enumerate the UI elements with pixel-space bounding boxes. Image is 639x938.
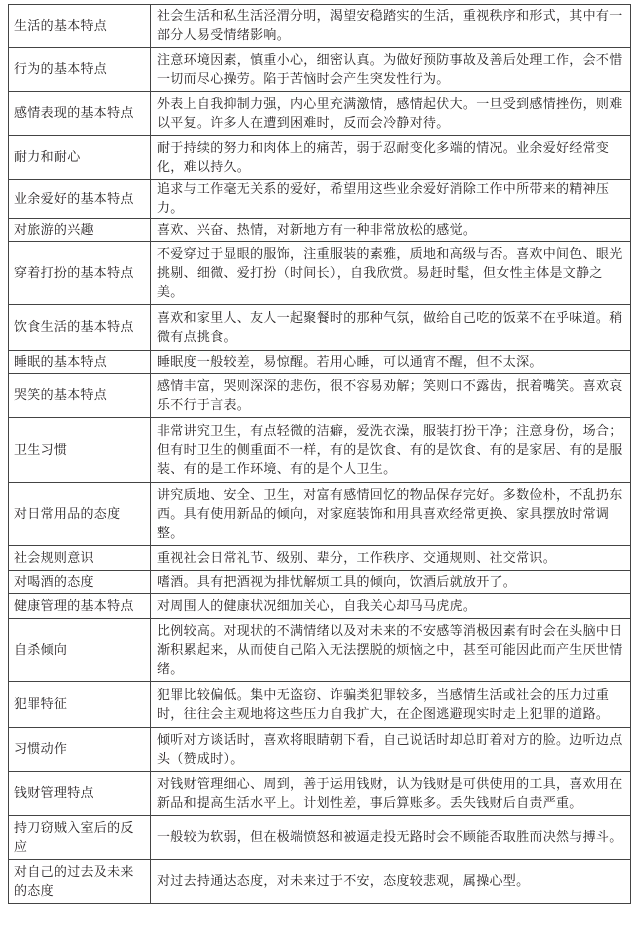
row-label: 行为的基本特点 [9,48,151,92]
row-label: 睡眠的基本特点 [9,351,151,374]
row-value: 喜欢、兴奋、热情，对新地方有一种非常放松的感觉。 [151,219,631,242]
row-label: 持刀窃贼入室后的反应 [9,816,151,860]
row-value: 对周围人的健康状况细加关心，自我关心却马马虎虎。 [151,594,631,619]
table-row [9,816,631,860]
row-value: 睡眠度一般较差，易惊醒。若用心睡，可以通宵不醒，但不太深。 [151,351,631,374]
row-label: 自杀倾向 [9,619,151,682]
row-label: 习惯动作 [9,728,151,772]
table-row [9,374,631,418]
row-value: 耐于持续的努力和肉体上的痛苦，弱于忍耐变化多端的情况。业余爱好经常变化，难以持久。 [151,136,631,180]
row-value: 倾听对方谈话时，喜欢将眼睛朝下看，自己说话时却总盯着对方的脸。边听边点头（赞成时）。 [151,728,631,772]
row-value: 不爱穿过于显眼的服饰，注重服装的素雅，质地和高级与否。喜欢中间色、眼光挑剔、细微、爱打扮（时间长），自我欣赏。易赶时髦，但女性主体是文静之美。 [151,242,631,305]
row-label: 卫生习惯 [9,418,151,483]
table-row [9,860,631,904]
row-value: 喜欢和家里人、友人一起聚餐时的那种气氛，做给自己吃的饭菜不在乎味道。稍微有点挑食。 [151,305,631,351]
row-value: 犯罪比较偏低。集中无盗窃、诈骗类犯罪较多，当感情生活或社会的压力过重时，往往会主观地将这些压力自我扩大，在企图逃避现实时走上犯罪的道路。 [151,682,631,728]
row-label: 饮食生活的基本特点 [9,305,151,351]
row-label: 感情表现的基本特点 [9,92,151,136]
row-label: 生活的基本特点 [9,5,151,48]
row-value: 对过去持通达态度，对未来过于不安，态度较悲观，属操心型。 [151,860,631,904]
row-label: 对自己的过去及未来的态度 [9,860,151,904]
row-value: 比例较高。对现状的不满情绪以及对未来的不安感等消极因素有时会在头脑中日渐积累起来，从而使自己陷入无法摆脱的烦恼之中，甚至可能因此而产生厌世情绪。 [151,619,631,682]
row-value: 嗜酒。具有把酒视为排忧解烦工具的倾向，饮酒后就放开了。 [151,571,631,594]
row-value: 讲究质地、安全、卫生，对富有感情回忆的物品保存完好。多数俭朴，不乱扔东西。具有使用新品的倾向，对家庭装饰和用具喜欢经常更换、家具摆放时常调整。 [151,483,631,546]
table-row [9,546,631,571]
row-value: 外表上自我抑制力强，内心里充满激情，感情起伏大。一旦受到感情挫伤，则难以平复。许多人在遭到困难时，反而会冷静对待。 [151,92,631,136]
table-row [9,728,631,772]
table-row [9,483,631,546]
row-value: 感情丰富，哭则深深的悲伤，很不容易劝解；笑则口不露齿，抿着嘴笑。喜欢哀乐不行于言表。 [151,374,631,418]
personality-traits-table [8,4,631,904]
row-label: 钱财管理特点 [9,772,151,816]
table-row [9,48,631,92]
row-label: 业余爱好的基本特点 [9,180,151,219]
table-row [9,418,631,483]
table-row [9,619,631,682]
table-row [9,682,631,728]
row-value: 注意环境因素，慎重小心，细密认真。为做好预防事故及善后处理工作，会不惜一切而尽心操劳。陷于苦恼时会产生突发性行为。 [151,48,631,92]
row-value: 社会生活和私生活泾渭分明，渴望安稳踏实的生活，重视秩序和形式，其中有一部分人易受情绪影响。 [151,5,631,48]
table-row [9,305,631,351]
row-label: 对旅游的兴趣 [9,219,151,242]
row-value: 一般较为软弱，但在极端愤怒和被逼走投无路时会不顾能否取胜而决然与搏斗。 [151,816,631,860]
row-label: 耐力和耐心 [9,136,151,180]
row-value: 重视社会日常礼节、级别、辈分，工作秩序、交通规则、社交常识。 [151,546,631,571]
row-label: 社会规则意识 [9,546,151,571]
row-label: 哭笑的基本特点 [9,374,151,418]
row-label: 对喝酒的态度 [9,571,151,594]
table-row [9,219,631,242]
row-value: 对钱财管理细心、周到，善于运用钱财，认为钱财是可供使用的工具，喜欢用在新品和提高生活水平上。计划性差，事后算账多。丢失钱财后自责严重。 [151,772,631,816]
row-label: 穿着打扮的基本特点 [9,242,151,305]
row-label: 犯罪特征 [9,682,151,728]
table-row [9,594,631,619]
row-value: 追求与工作毫无关系的爱好，希望用这些业余爱好消除工作中所带来的精神压力。 [151,180,631,219]
table-row [9,351,631,374]
table-row [9,5,631,48]
row-label: 对日常用品的态度 [9,483,151,546]
row-label: 健康管理的基本特点 [9,594,151,619]
table-row [9,242,631,305]
row-value: 非常讲究卫生，有点轻微的洁癖，爱洗衣澡，服装打扮干净；注意身份，场合；但有时卫生的侧重面不一样，有的是饮食、有的是饮食、有的是家居、有的是服装、有的是工作环境、有的是个人卫生。 [151,418,631,483]
table-row [9,92,631,136]
table-row [9,136,631,180]
table-row [9,571,631,594]
table-row [9,772,631,816]
table-row [9,180,631,219]
